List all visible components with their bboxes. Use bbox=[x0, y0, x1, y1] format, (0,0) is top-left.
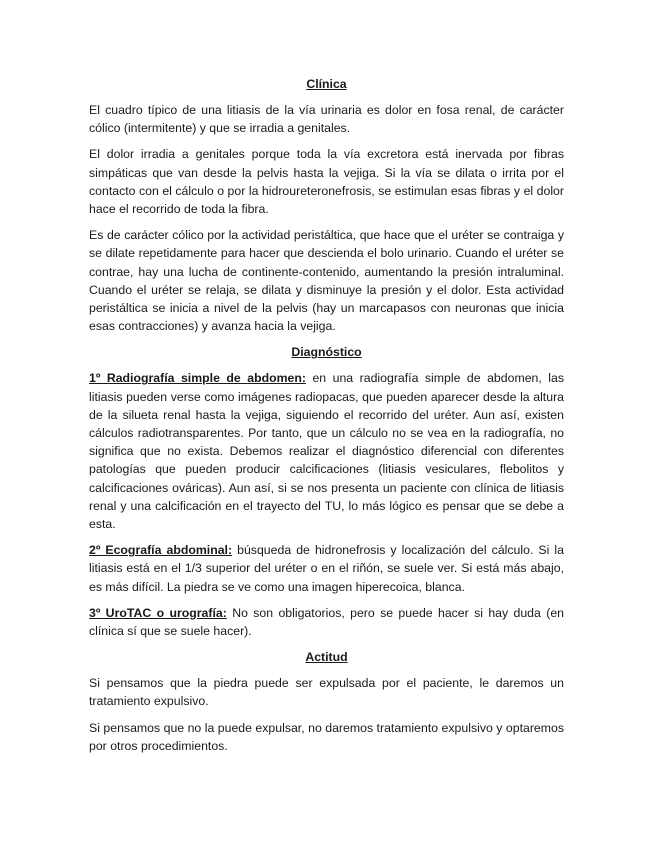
document-page bbox=[89, 75, 564, 763]
paragraph-actitud-2: Si pensamos que no la puede expulsar, no daremos tratamiento expulsivo y optaremos por otros procedimientos. bbox=[89, 720, 564, 753]
item2-lead: 2º Ecografía abdominal: bbox=[89, 543, 233, 558]
item1-lead: 1º Radiografía simple de abdomen: bbox=[89, 371, 306, 386]
item2-text: búsqueda de hidronefrosis y localización del cálculo. Si la litiasis está en el 1/3 superior del uréter o en el riñón, se suele ver. Si está más abajo, es más difícil. La piedra se ve como una imagen hiperecoica, blanca. bbox=[89, 543, 564, 594]
heading-clinica: Clínica bbox=[306, 77, 347, 91]
paragraph-diagnostico-2 bbox=[89, 541, 564, 596]
item3-text: No son obligatorios, pero se puede hacer si hay duda (en clínica sí que se suele hacer). bbox=[89, 605, 564, 639]
item3-lead: 3º UroTAC o urografía: bbox=[89, 605, 227, 620]
heading-diagnostico: Diagnóstico bbox=[291, 345, 362, 360]
item1-text: en una radiografía simple de abdomen, las litiasis pueden verse como imágenes radiopacas, que pueden aparecer desde la altura de la silueta renal hasta la vejiga, siguiendo el recorrido del uréter. Aun así, existen cálculos radiotransparentes. Por tanto, que un cálculo no se vea en la radiografía, no significa que no exista. Debemos realizar el diagnóstico diferencial con diferentes patologías que pueden producir calcificaciones (litiasis vesiculares, flebolitos y calcificaciones ováricas). Aun así, si se nos presenta un paciente con clínica de litiasis renal y una calcificación en el trayecto del TU, lo más lógico es pensar que se debe a esta. bbox=[89, 371, 564, 532]
paragraph-diagnostico-1 bbox=[89, 369, 564, 533]
paragraph-clinica-2: El dolor irradia a genitales porque toda la vía excretora está inervada por fibras simpáticas que van desde la pelvis hasta la vejiga. Si la vía se dilata o irrita por el contacto con el cálculo o por la hidroureteronefrosis, se estimulan esas fibras y el dolor hace el recorrido de toda la fibra. bbox=[89, 147, 564, 217]
paragraph-clinica-3: Es de carácter cólico por la actividad peristáltica, que hace que el uréter se contraiga y se dilate repetidamente para hacer que descienda el bolo urinario. Cuando el uréter se contrae, hay una lucha de continente-contenido, aumentando la presión intraluminal. Cuando el uréter se relaja, se dilata y disminuye la presión y el dolor. Esta actividad peristáltica se inicia a nivel de la pelvis (hay un marcapasos con neuronas que inicia esas contracciones) y avanza hacia la vejiga. bbox=[89, 228, 564, 334]
paragraph-diagnostico-3 bbox=[89, 604, 564, 640]
heading-actitud: Actitud bbox=[305, 650, 348, 665]
paragraph-actitud-1: Si pensamos que la piedra puede ser expulsada por el paciente, le daremos un tratamiento expulsivo. bbox=[89, 676, 564, 709]
paragraph-clinica-1: El cuadro típico de una litiasis de la vía urinaria es dolor en fosa renal, de carácter cólico (intermitente) y que se irradia a genitales. bbox=[89, 103, 564, 136]
